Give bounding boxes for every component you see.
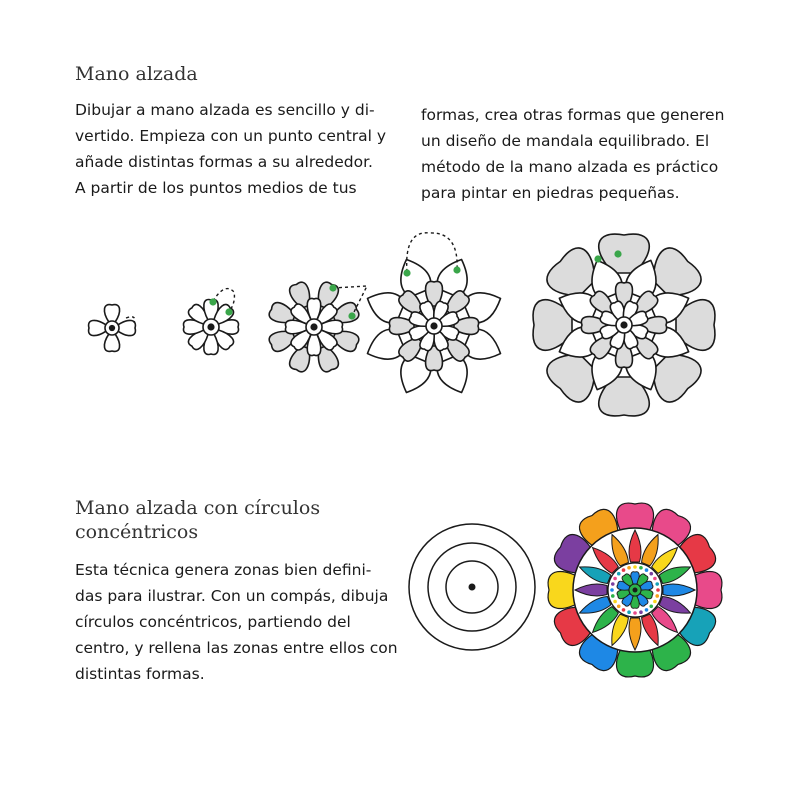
- colored-mandala: [548, 503, 722, 677]
- title-line: concéntricos: [75, 521, 199, 543]
- title-line: Mano alzada con círculos: [75, 497, 321, 519]
- text-line: A partir de los puntos medios de tus: [75, 179, 357, 197]
- text-line: distintas formas.: [75, 665, 205, 683]
- center-dot: [633, 588, 638, 593]
- mandala-dot: [633, 565, 637, 569]
- mandala-dot: [645, 608, 649, 612]
- mandala-dot: [611, 582, 615, 586]
- mandala-dot: [613, 600, 617, 604]
- mandala-dot: [622, 608, 626, 612]
- text-line: Dibujar a mano alzada es sencillo y di-: [75, 101, 375, 119]
- section-title-freehand: Mano alzada: [75, 63, 198, 85]
- mandala-dot: [656, 588, 660, 592]
- mandala-dot: [655, 582, 659, 586]
- mandala-dot: [617, 604, 621, 608]
- mandala-dot: [649, 604, 653, 608]
- text-line: círculos concéntricos, partiendo del: [75, 613, 351, 631]
- text-line: vertido. Empieza con un punto central y: [75, 127, 387, 145]
- mandala-dot: [610, 588, 614, 592]
- mandala-dot: [611, 594, 615, 598]
- mandala-dot: [617, 572, 621, 576]
- text-line: un diseño de mandala equilibrado. El: [421, 132, 710, 150]
- mandala-dot: [639, 610, 643, 614]
- mandala-dot: [627, 610, 631, 614]
- mandala-dot: [633, 611, 637, 615]
- text-line: añade distintas formas a su alrededor.: [75, 153, 373, 171]
- text-line: para pintar en piedras pequeñas.: [421, 184, 680, 202]
- mandala-dot: [627, 566, 631, 570]
- mandala-dot: [639, 566, 643, 570]
- mandala-dot: [653, 577, 657, 581]
- mandala-dot: [622, 568, 626, 572]
- text-line: das para ilustrar. Con un compás, dibuja: [75, 587, 389, 605]
- text-line: método de la mano alzada es práctico: [421, 158, 719, 176]
- text-line: formas, crea otras formas que generen: [421, 106, 725, 124]
- text-line: centro, y rellena las zonas entre ellos con: [75, 639, 398, 657]
- text-line: Esta técnica genera zonas bien defini-: [75, 561, 372, 579]
- mandala-dot: [645, 568, 649, 572]
- mandala-dot: [655, 594, 659, 598]
- mandala-dot: [613, 577, 617, 581]
- mandala-dot: [649, 572, 653, 576]
- mandala-dot: [653, 600, 657, 604]
